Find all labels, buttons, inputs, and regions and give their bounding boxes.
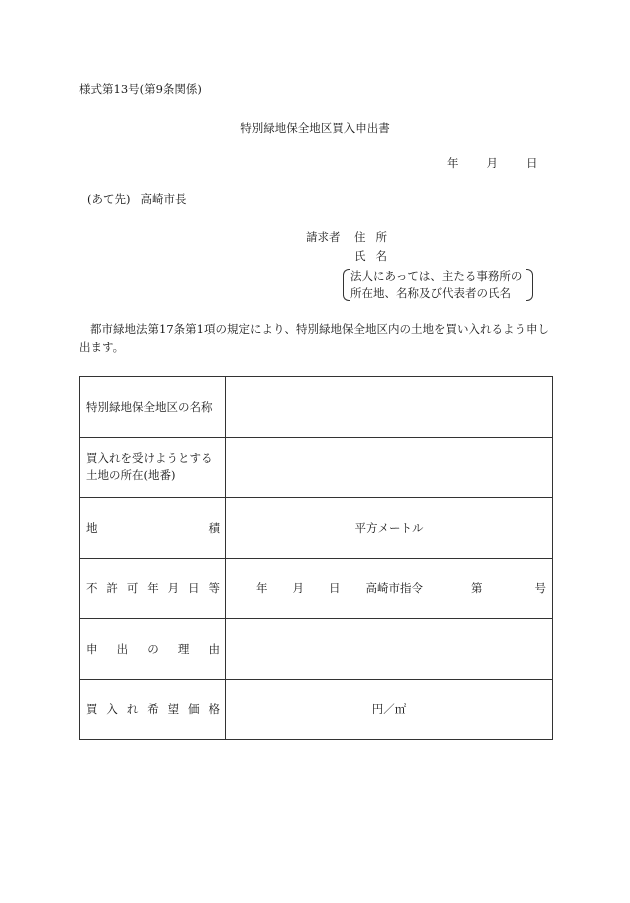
price-value[interactable] [226, 679, 553, 740]
body-text: 都市緑地法第17条第1項の規定により、特別緑地保全地区内の土地を買い入れるよう申し出ます。 [79, 322, 549, 354]
addressee-label: (あて先) [87, 192, 131, 206]
date-line [447, 155, 538, 171]
reason-value[interactable] [226, 619, 553, 680]
price-label-char: れ [126, 702, 139, 717]
requester-name-label: 氏名 [354, 249, 397, 263]
corporation-note [343, 268, 533, 302]
reason-label-char: 由 [208, 641, 220, 656]
price-label-char: 価 [188, 702, 200, 717]
price-label-char: 買 [86, 702, 98, 717]
permit-date-label-cell [80, 558, 226, 619]
location-label-line2: 土地の所在(地番) [86, 468, 176, 483]
application-table [79, 376, 553, 740]
table-row [80, 679, 553, 740]
permit-label-char: 不 [86, 581, 98, 596]
requester-address-label: 住所 [354, 230, 397, 244]
price-label-char: 望 [167, 702, 180, 717]
location-label-cell [80, 437, 226, 498]
date-month-label: 月 [486, 156, 498, 170]
table-row [80, 437, 553, 498]
permit-year-label: 年 [256, 581, 268, 596]
requester-label: 請求者 [306, 230, 341, 244]
area-label-char: 地 [86, 520, 98, 535]
permit-dai-label: 第 [471, 581, 483, 596]
area-label-char: 積 [208, 520, 220, 535]
addressee-name: 高崎市長 [140, 192, 187, 206]
left-bracket [343, 269, 350, 301]
price-unit: 円／㎡ [371, 702, 407, 717]
district-name-label-cell [80, 377, 226, 438]
area-value[interactable] [226, 498, 553, 559]
area-unit: 平方メートル [354, 520, 424, 535]
corporation-note-line1: 法人にあっては、主たる事務所の [350, 269, 523, 283]
date-year-label: 年 [447, 156, 459, 170]
price-label-char: 格 [208, 702, 220, 717]
form-number: 様式第13号(第9条関係) [79, 82, 202, 96]
reason-label-char: 出 [116, 641, 129, 656]
permit-go-label: 号 [534, 581, 546, 596]
page-title: 特別緑地保全地区買入申出書 [240, 121, 390, 135]
price-label-cell [80, 679, 226, 740]
right-bracket [526, 269, 533, 301]
location-label-line1: 買入れを受けようとする [86, 451, 213, 466]
location-value[interactable] [226, 437, 553, 498]
permit-label-char: 可 [126, 581, 139, 596]
table-row [80, 377, 553, 438]
permit-label-char: 日 [188, 581, 200, 596]
reason-label-char: の [147, 641, 159, 656]
district-name-label: 特別緑地保全地区の名称 [86, 399, 213, 414]
permit-label-char: 年 [147, 581, 159, 596]
permit-label-char: 等 [208, 581, 220, 596]
price-label-char: 希 [147, 702, 159, 717]
reason-label-cell [80, 619, 226, 680]
permit-label-char: 月 [167, 581, 180, 596]
reason-label-char: 理 [177, 641, 190, 656]
table-row [80, 619, 553, 680]
reason-label-char: 申 [86, 641, 98, 656]
permit-issuer: 高崎市指令 [365, 581, 423, 596]
area-label-cell [80, 498, 226, 559]
permit-day-label: 日 [329, 581, 341, 596]
corporation-note-line2: 所在地、名称及び代表者の氏名 [350, 286, 511, 300]
table-row [80, 558, 553, 619]
table-row [80, 498, 553, 559]
district-name-value[interactable] [226, 377, 553, 438]
permit-label-char: 許 [106, 581, 118, 596]
date-day-label: 日 [526, 156, 538, 170]
price-label-char: 入 [106, 702, 118, 717]
permit-month-label: 月 [292, 581, 304, 596]
permit-date-value[interactable] [226, 558, 553, 619]
addressee [87, 191, 186, 207]
